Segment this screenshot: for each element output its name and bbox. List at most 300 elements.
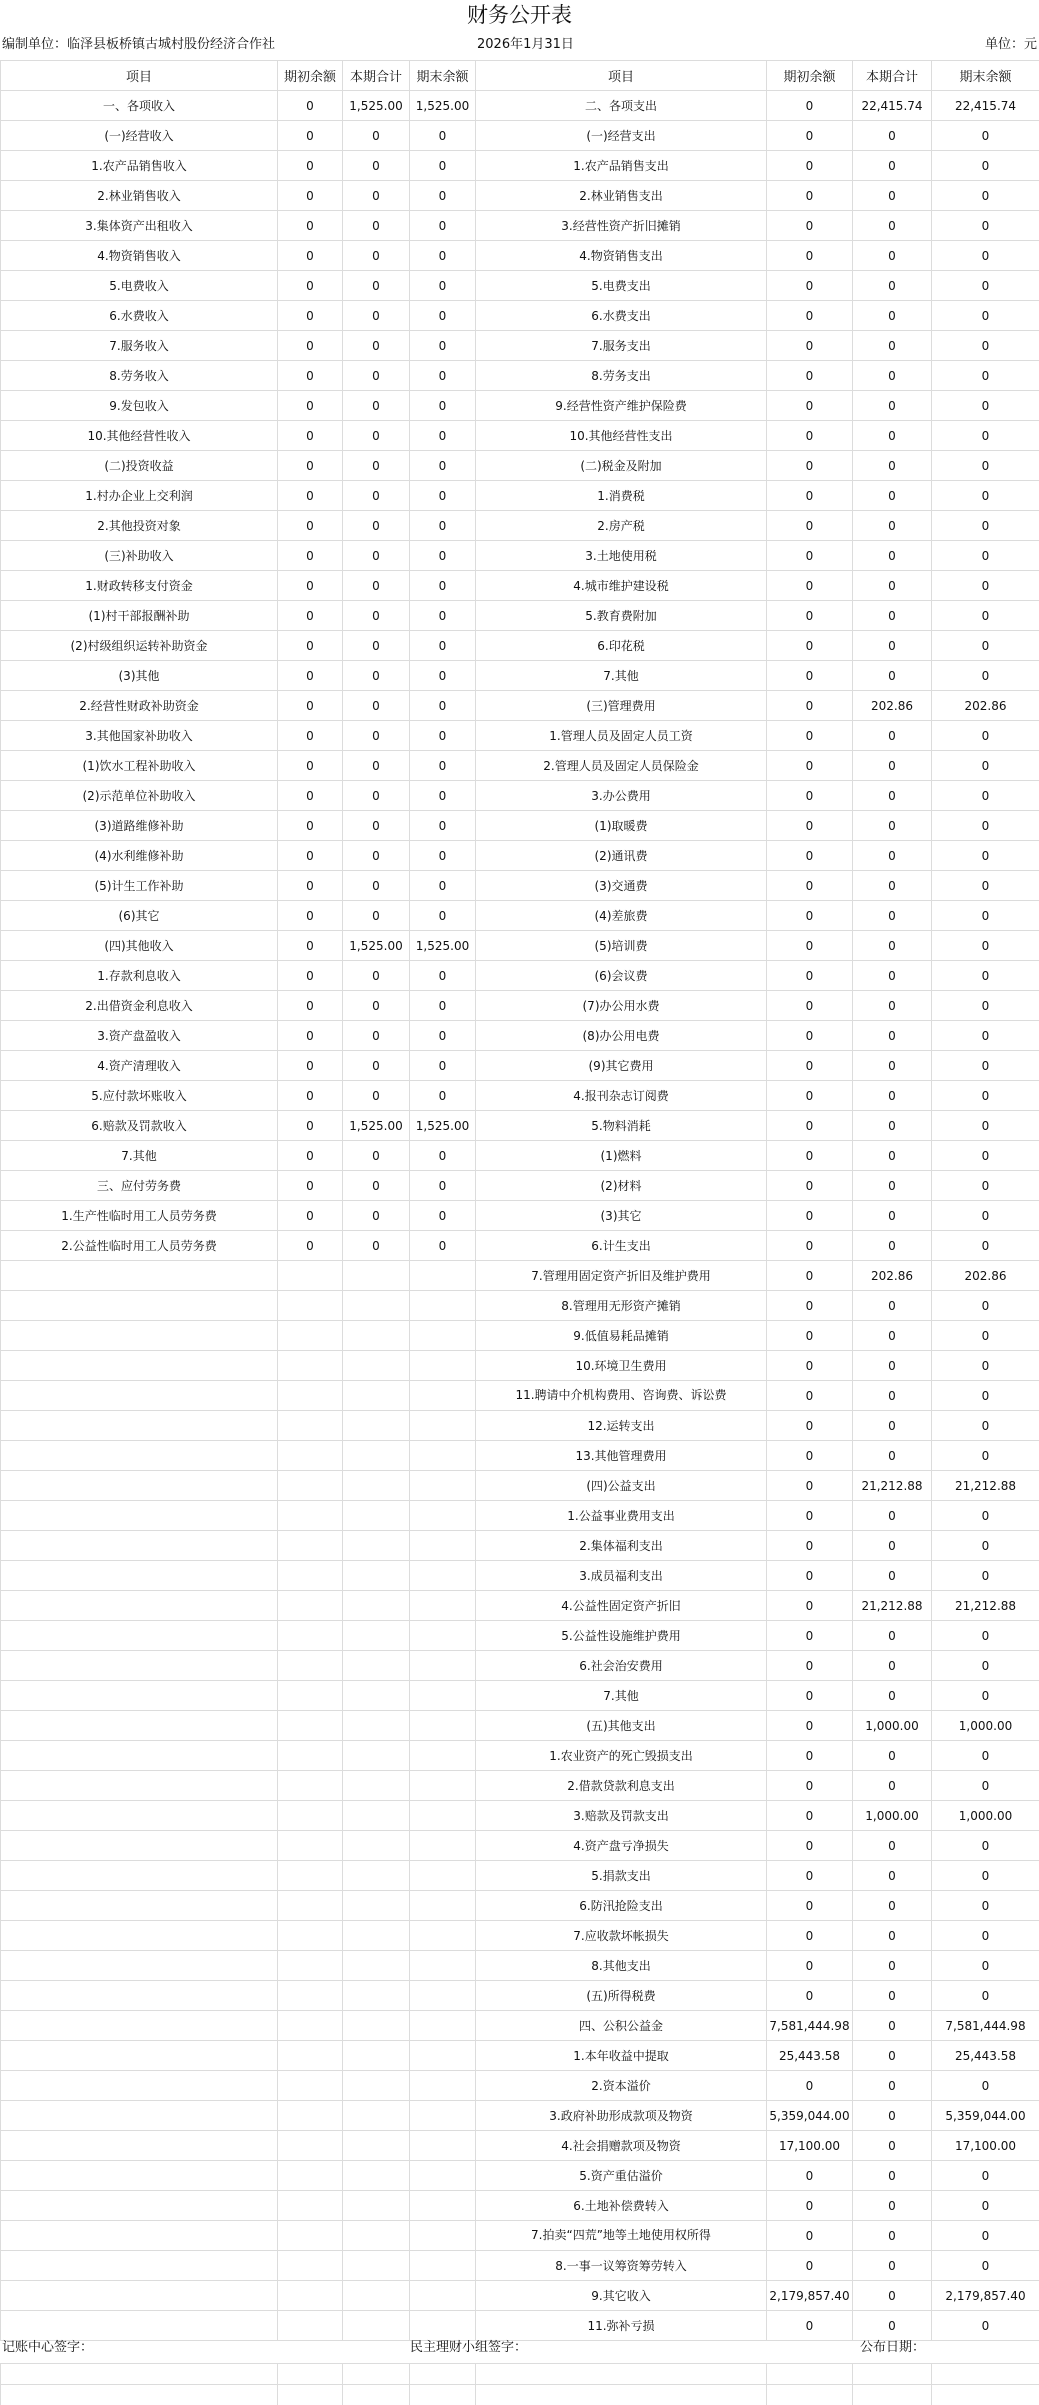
table-row (1, 541, 1039, 571)
cell-period-left: 0 (343, 211, 410, 241)
cell-period-left (343, 1591, 410, 1621)
cell-item-left (1, 1651, 278, 1681)
cell-item-left (1, 1681, 278, 1711)
cell-opening-right: 0 (767, 1021, 853, 1051)
accounting-center-signature: 记账中心签字： (2, 2340, 94, 2355)
cell-closing-left (410, 1951, 476, 1981)
cell-closing-left (410, 1441, 476, 1471)
cell-item-left (1, 1771, 278, 1801)
cell-item-right: 3.土地使用税 (476, 541, 767, 571)
cell-period-right: 0 (853, 1351, 932, 1381)
cell-item-left (1, 1861, 278, 1891)
cell-closing-right: 0 (932, 2071, 1039, 2101)
cell-opening-right: 25,443.58 (767, 2041, 853, 2071)
cell-closing-left (410, 1591, 476, 1621)
cell-closing-left: 0 (410, 991, 476, 1021)
cell-opening-right: 0 (767, 91, 853, 121)
cell-item-right: (2)通讯费 (476, 841, 767, 871)
cell-opening-right: 0 (767, 511, 853, 541)
table-row (1, 901, 1039, 931)
cell-item-left: (四)其他收入 (1, 931, 278, 961)
finance-table (0, 60, 1039, 2341)
cell-opening-right: 0 (767, 1561, 853, 1591)
cell-closing-left (410, 1411, 476, 1441)
cell-closing-right: 1,000.00 (932, 1801, 1039, 1831)
cell-period-left: 0 (343, 1051, 410, 1081)
cell-opening-right: 0 (767, 1201, 853, 1231)
cell-period-left: 0 (343, 721, 410, 751)
cell-item-right: 10.其他经营性支出 (476, 421, 767, 451)
cell-period-right: 22,415.74 (853, 91, 932, 121)
cell-closing-left (410, 1351, 476, 1381)
cell-closing-right: 0 (932, 601, 1039, 631)
cell-closing-right: 0 (932, 931, 1039, 961)
cell-closing-left (410, 2221, 476, 2251)
cell-closing-left: 0 (410, 361, 476, 391)
cell-period-left: 0 (343, 781, 410, 811)
cell-closing-left (410, 1741, 476, 1771)
cell-period-left (343, 2101, 410, 2131)
cell-closing-right: 0 (932, 2251, 1039, 2281)
cell-period-left (343, 2131, 410, 2161)
cell-period-left (343, 1831, 410, 1861)
cell-closing-left: 0 (410, 1021, 476, 1051)
cell-period-left (343, 1741, 410, 1771)
cell-period-right: 0 (853, 511, 932, 541)
cell-item-right: 6.土地补偿费转入 (476, 2191, 767, 2221)
cell-period-right: 0 (853, 1621, 932, 1651)
cell-opening-left (278, 1771, 343, 1801)
blank-cell (278, 2385, 343, 2405)
cell-opening-left (278, 1681, 343, 1711)
cell-period-left: 0 (343, 391, 410, 421)
cell-item-left (1, 1711, 278, 1741)
cell-closing-left: 0 (410, 181, 476, 211)
cell-closing-left (410, 1921, 476, 1951)
cell-closing-right: 0 (932, 1231, 1039, 1261)
cell-closing-left (410, 1891, 476, 1921)
cell-period-left: 0 (343, 751, 410, 781)
cell-opening-left: 0 (278, 841, 343, 871)
cell-closing-left: 0 (410, 601, 476, 631)
cell-opening-right: 0 (767, 1831, 853, 1861)
cell-closing-left (410, 1981, 476, 2011)
cell-opening-left (278, 2281, 343, 2311)
blank-row (1, 2364, 1039, 2385)
cell-period-right: 0 (853, 1501, 932, 1531)
cell-closing-left: 0 (410, 301, 476, 331)
cell-opening-right: 0 (767, 1711, 853, 1741)
cell-period-right: 0 (853, 121, 932, 151)
table-row (1, 1021, 1039, 1051)
table-row (1, 1561, 1039, 1591)
cell-closing-left: 0 (410, 751, 476, 781)
currency-unit: 单位：元 (984, 37, 1037, 52)
table-row (1, 421, 1039, 451)
header-opening-right: 期初余额 (767, 61, 853, 91)
cell-period-left: 0 (343, 331, 410, 361)
cell-period-right: 0 (853, 1561, 932, 1591)
cell-closing-left: 1,525.00 (410, 931, 476, 961)
table-row (1, 331, 1039, 361)
cell-item-right: 5.捐款支出 (476, 1861, 767, 1891)
cell-item-left (1, 2251, 278, 2281)
cell-closing-left: 0 (410, 571, 476, 601)
cell-closing-right: 0 (932, 901, 1039, 931)
cell-opening-right: 0 (767, 871, 853, 901)
cell-closing-right: 0 (932, 1981, 1039, 2011)
blank-cell (343, 2364, 410, 2385)
cell-item-right: (二)税金及附加 (476, 451, 767, 481)
header-item-right: 项目 (476, 61, 767, 91)
cell-closing-left (410, 1801, 476, 1831)
cell-item-left: 6.水费收入 (1, 301, 278, 331)
cell-item-left: 4.资产清理收入 (1, 1051, 278, 1081)
cell-period-left: 0 (343, 1171, 410, 1201)
table-row (1, 1291, 1039, 1321)
blank-cell (767, 2385, 853, 2405)
cell-item-left: (4)水利维修补助 (1, 841, 278, 871)
table-row (1, 661, 1039, 691)
cell-opening-left: 0 (278, 271, 343, 301)
table-row (1, 1711, 1039, 1741)
table-row (1, 1741, 1039, 1771)
cell-closing-left: 0 (410, 151, 476, 181)
cell-closing-right: 0 (932, 1351, 1039, 1381)
cell-period-right: 1,000.00 (853, 1801, 932, 1831)
cell-opening-right: 0 (767, 1291, 853, 1321)
cell-item-left (1, 1471, 278, 1501)
cell-period-left (343, 1801, 410, 1831)
cell-closing-right: 1,000.00 (932, 1711, 1039, 1741)
cell-item-right: 8.劳务支出 (476, 361, 767, 391)
table-row (1, 1951, 1039, 1981)
cell-item-right: (7)办公用水费 (476, 991, 767, 1021)
cell-opening-right: 0 (767, 1261, 853, 1291)
cell-period-right: 0 (853, 2101, 932, 2131)
cell-period-right: 0 (853, 1771, 932, 1801)
cell-period-left (343, 1291, 410, 1321)
cell-item-right: 2.房产税 (476, 511, 767, 541)
cell-period-right: 0 (853, 1231, 932, 1261)
cell-closing-right: 0 (932, 961, 1039, 991)
cell-item-left (1, 1951, 278, 1981)
cell-period-left: 0 (343, 451, 410, 481)
cell-item-right: 2.资本溢价 (476, 2071, 767, 2101)
cell-closing-left (410, 2101, 476, 2131)
cell-item-left (1, 2161, 278, 2191)
cell-closing-left: 0 (410, 961, 476, 991)
cell-item-right: 6.印花税 (476, 631, 767, 661)
cell-period-left (343, 2281, 410, 2311)
cell-opening-right: 0 (767, 1861, 853, 1891)
cell-item-right: (五)其他支出 (476, 1711, 767, 1741)
cell-period-right: 0 (853, 901, 932, 931)
cell-opening-left: 0 (278, 91, 343, 121)
table-row (1, 631, 1039, 661)
cell-item-right: 7.拍卖“四荒”地等土地使用权所得 (476, 2221, 767, 2251)
cell-item-right: 8.其他支出 (476, 1951, 767, 1981)
header-period-right: 本期合计 (853, 61, 932, 91)
cell-item-left: 三、应付劳务费 (1, 1171, 278, 1201)
cell-opening-right: 17,100.00 (767, 2131, 853, 2161)
cell-period-right: 0 (853, 1111, 932, 1141)
blank-cell (932, 2364, 1039, 2385)
cell-period-left (343, 1501, 410, 1531)
table-header-row (1, 61, 1039, 91)
cell-closing-left (410, 1621, 476, 1651)
cell-opening-right: 0 (767, 1621, 853, 1651)
cell-item-left: (3)其他 (1, 661, 278, 691)
cell-item-right: 1.本年收益中提取 (476, 2041, 767, 2071)
cell-opening-left: 0 (278, 331, 343, 361)
table-row (1, 1111, 1039, 1141)
cell-item-left: (1)饮水工程补助收入 (1, 751, 278, 781)
cell-period-right: 202.86 (853, 691, 932, 721)
cell-closing-right: 0 (932, 181, 1039, 211)
cell-closing-left (410, 2131, 476, 2161)
cell-opening-right: 0 (767, 931, 853, 961)
cell-opening-left: 0 (278, 571, 343, 601)
cell-item-right: (9)其它费用 (476, 1051, 767, 1081)
cell-opening-right: 0 (767, 481, 853, 511)
table-row (1, 931, 1039, 961)
cell-item-left: 1.存款利息收入 (1, 961, 278, 991)
cell-period-right: 0 (853, 1741, 932, 1771)
cell-closing-right: 0 (932, 571, 1039, 601)
cell-opening-right: 0 (767, 1801, 853, 1831)
cell-closing-left: 0 (410, 451, 476, 481)
cell-opening-right: 0 (767, 1651, 853, 1681)
cell-item-right: 7.其他 (476, 1681, 767, 1711)
cell-closing-left: 0 (410, 541, 476, 571)
cell-opening-left: 0 (278, 451, 343, 481)
blank-cell (1, 2385, 278, 2405)
table-row (1, 1621, 1039, 1651)
cell-closing-right: 0 (932, 1921, 1039, 1951)
cell-closing-left: 0 (410, 421, 476, 451)
cell-item-left: (三)补助收入 (1, 541, 278, 571)
cell-item-right: 2.借款贷款利息支出 (476, 1771, 767, 1801)
cell-item-left: 2.其他投资对象 (1, 511, 278, 541)
cell-closing-right: 0 (932, 121, 1039, 151)
blank-cell (410, 2364, 476, 2385)
cell-closing-right: 0 (932, 1171, 1039, 1201)
table-row (1, 961, 1039, 991)
sheet-meta-row (0, 30, 1039, 60)
cell-opening-left (278, 2041, 343, 2071)
cell-opening-right: 0 (767, 1051, 853, 1081)
cell-item-left: 2.经营性财政补助资金 (1, 691, 278, 721)
cell-opening-right: 0 (767, 1921, 853, 1951)
cell-period-left: 0 (343, 871, 410, 901)
cell-period-right: 21,212.88 (853, 1591, 932, 1621)
cell-opening-right: 0 (767, 1531, 853, 1561)
table-row (1, 571, 1039, 601)
cell-closing-right: 0 (932, 1891, 1039, 1921)
cell-closing-right: 0 (932, 451, 1039, 481)
cell-period-left (343, 2041, 410, 2071)
table-row (1, 1861, 1039, 1891)
cell-closing-right: 0 (932, 1741, 1039, 1771)
cell-closing-right: 0 (932, 1291, 1039, 1321)
table-body (1, 91, 1039, 2341)
cell-item-right: 6.社会治安费用 (476, 1651, 767, 1681)
cell-item-left (1, 1981, 278, 2011)
cell-item-left (1, 1591, 278, 1621)
cell-period-right: 0 (853, 1051, 932, 1081)
cell-period-left (343, 1771, 410, 1801)
cell-closing-left (410, 1291, 476, 1321)
cell-closing-left (410, 1261, 476, 1291)
cell-item-right: 四、公积公益金 (476, 2011, 767, 2041)
cell-opening-left (278, 1591, 343, 1621)
cell-closing-right: 5,359,044.00 (932, 2101, 1039, 2131)
cell-item-right: 7.应收款坏帐损失 (476, 1921, 767, 1951)
cell-period-right: 0 (853, 211, 932, 241)
cell-period-left (343, 2011, 410, 2041)
table-row (1, 2131, 1039, 2161)
cell-closing-left (410, 1711, 476, 1741)
cell-closing-left (410, 1681, 476, 1711)
cell-item-left (1, 1411, 278, 1441)
cell-closing-left: 0 (410, 331, 476, 361)
cell-period-right: 0 (853, 2281, 932, 2311)
table-row (1, 2041, 1039, 2071)
cell-period-left (343, 1861, 410, 1891)
cell-opening-right: 0 (767, 331, 853, 361)
cell-opening-right: 0 (767, 1951, 853, 1981)
cell-period-left (343, 1321, 410, 1351)
cell-opening-left: 0 (278, 871, 343, 901)
blank-cell (343, 2385, 410, 2405)
cell-period-left (343, 2251, 410, 2281)
table-row (1, 1231, 1039, 1261)
report-date: 2026年1月31日 (477, 37, 574, 52)
cell-opening-left: 0 (278, 1141, 343, 1171)
cell-period-right: 0 (853, 1921, 932, 1951)
cell-closing-right: 0 (932, 1561, 1039, 1591)
cell-item-left (1, 2101, 278, 2131)
cell-closing-left: 0 (410, 721, 476, 751)
cell-item-left: (一)经营收入 (1, 121, 278, 151)
cell-period-left: 0 (343, 1201, 410, 1231)
cell-opening-right: 0 (767, 721, 853, 751)
table-row (1, 1501, 1039, 1531)
blank-cell (853, 2385, 932, 2405)
cell-closing-right: 0 (932, 271, 1039, 301)
cell-item-left (1, 1921, 278, 1951)
cell-opening-left: 0 (278, 481, 343, 511)
table-row (1, 361, 1039, 391)
blank-cell (476, 2364, 767, 2385)
cell-period-right: 0 (853, 1021, 932, 1051)
cell-closing-right: 0 (932, 1411, 1039, 1441)
cell-opening-left (278, 1441, 343, 1471)
cell-item-left: 一、各项收入 (1, 91, 278, 121)
cell-closing-left (410, 1321, 476, 1351)
cell-opening-left (278, 1471, 343, 1501)
cell-closing-left: 0 (410, 121, 476, 151)
cell-period-left: 0 (343, 991, 410, 1021)
cell-opening-left (278, 1561, 343, 1591)
blank-cell (410, 2385, 476, 2405)
cell-period-right: 0 (853, 2251, 932, 2281)
cell-closing-right: 22,415.74 (932, 91, 1039, 121)
cell-item-right: 3.经营性资产折旧摊销 (476, 211, 767, 241)
cell-closing-left (410, 2191, 476, 2221)
cell-item-right: 4.报刊杂志订阅费 (476, 1081, 767, 1111)
cell-closing-right: 0 (932, 361, 1039, 391)
cell-opening-left (278, 2161, 343, 2191)
cell-opening-right: 0 (767, 961, 853, 991)
cell-opening-right: 0 (767, 1981, 853, 2011)
cell-closing-right: 0 (932, 391, 1039, 421)
cell-opening-left: 0 (278, 811, 343, 841)
cell-item-left: 6.赔款及罚款收入 (1, 1111, 278, 1141)
cell-period-right: 0 (853, 811, 932, 841)
cell-opening-left (278, 1531, 343, 1561)
cell-item-right: 5.电费支出 (476, 271, 767, 301)
cell-period-right: 0 (853, 1531, 932, 1561)
cell-period-right: 0 (853, 961, 932, 991)
cell-item-right: 4.物资销售支出 (476, 241, 767, 271)
table-row (1, 1981, 1039, 2011)
cell-period-right: 1,000.00 (853, 1711, 932, 1741)
cell-closing-left: 0 (410, 511, 476, 541)
cell-closing-right: 21,212.88 (932, 1591, 1039, 1621)
header-closing-left: 期末余额 (410, 61, 476, 91)
cell-closing-left: 0 (410, 241, 476, 271)
table-row (1, 241, 1039, 271)
cell-period-right: 0 (853, 361, 932, 391)
table-row (1, 1681, 1039, 1711)
cell-opening-right: 0 (767, 841, 853, 871)
cell-item-right: 11.聘请中介机构费用、咨询费、诉讼费 (476, 1381, 767, 1411)
cell-closing-right: 0 (932, 1951, 1039, 1981)
cell-closing-right: 202.86 (932, 1261, 1039, 1291)
cell-closing-right: 0 (932, 1201, 1039, 1231)
blank-cell (853, 2364, 932, 2385)
cell-opening-left: 0 (278, 1171, 343, 1201)
cell-period-right: 0 (853, 301, 932, 331)
cell-item-left (1, 1891, 278, 1921)
cell-closing-left: 0 (410, 1051, 476, 1081)
cell-closing-right: 0 (932, 1111, 1039, 1141)
cell-closing-right: 0 (932, 631, 1039, 661)
cell-item-left (1, 1741, 278, 1771)
cell-opening-right: 0 (767, 2191, 853, 2221)
table-row (1, 1411, 1039, 1441)
cell-item-right: (1)取暖费 (476, 811, 767, 841)
cell-item-right: (四)公益支出 (476, 1471, 767, 1501)
cell-closing-left: 0 (410, 841, 476, 871)
cell-item-left (1, 1321, 278, 1351)
cell-closing-right: 0 (932, 1831, 1039, 1861)
cell-period-right: 0 (853, 931, 932, 961)
cell-closing-left: 0 (410, 1171, 476, 1201)
cell-opening-left: 0 (278, 601, 343, 631)
cell-closing-right: 0 (932, 331, 1039, 361)
cell-item-right: 4.公益性固定资产折旧 (476, 1591, 767, 1621)
cell-item-right: 2.集体福利支出 (476, 1531, 767, 1561)
cell-item-right: 3.办公费用 (476, 781, 767, 811)
cell-closing-right: 25,443.58 (932, 2041, 1039, 2071)
cell-item-right: 4.资产盘亏净损失 (476, 1831, 767, 1861)
signature-row (0, 2333, 1039, 2363)
cell-period-right: 0 (853, 1681, 932, 1711)
cell-closing-right: 0 (932, 811, 1039, 841)
